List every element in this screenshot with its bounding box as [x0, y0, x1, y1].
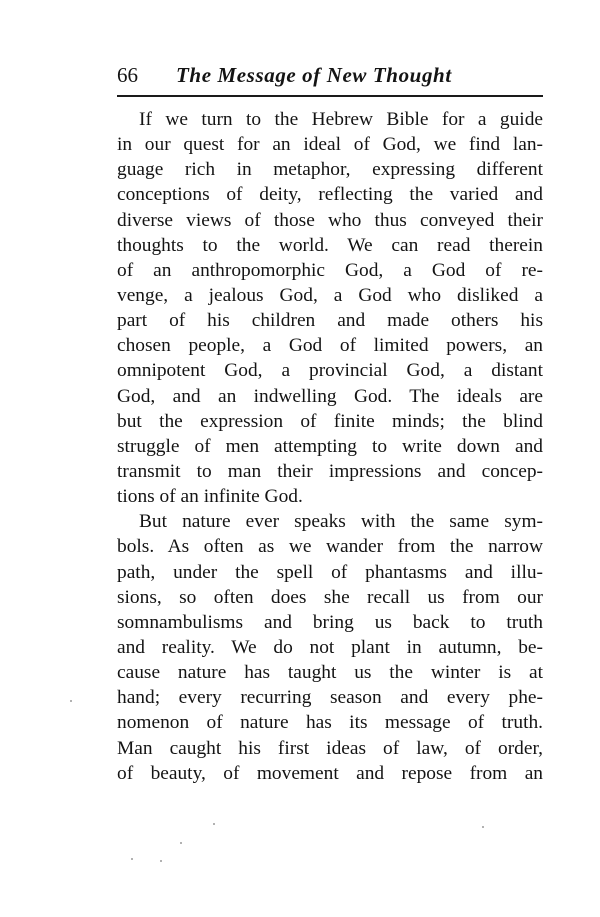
text-line: struggle of men attempting to write down and: [117, 435, 543, 457]
text-line: cause nature has taught us the winter is at: [117, 662, 543, 684]
header-rule: [117, 95, 543, 97]
text-line: Man caught his first ideas of law, of order,: [117, 737, 543, 759]
paragraph-1: [117, 107, 543, 509]
text-line: of beauty, of movement and repose from an: [117, 762, 543, 784]
text-line: part of his children and made others his: [117, 310, 543, 332]
text-line: guage rich in metaphor, expressing different: [117, 159, 543, 181]
text-line: somnambulisms and bring us back to truth: [117, 611, 543, 633]
text-line: hand; every recurring season and every phe-: [117, 687, 543, 709]
text-line: conceptions of deity, reflecting the varied and: [117, 184, 543, 206]
text-line: God, and an indwelling God. The ideals are: [117, 385, 543, 407]
scan-speck: [70, 700, 72, 702]
text-line: bols. As often as we wander from the narrow: [117, 536, 543, 558]
text-line: venge, a jealous God, a God who disliked a: [117, 284, 543, 306]
scan-speck: [213, 823, 215, 825]
text-line: thoughts to the world. We can read therein: [117, 234, 543, 256]
text-line: but the expression of finite minds; the blind: [117, 410, 543, 432]
running-header: [117, 62, 543, 92]
scan-speck: [131, 858, 133, 860]
page-number: 66: [117, 63, 138, 87]
running-title: The Message of New Thought: [176, 63, 452, 87]
text-line: path, under the spell of phantasms and illu-: [117, 561, 543, 583]
text-line: transmit to man their impressions and concep-: [117, 460, 543, 482]
text-line: diverse views of those who thus conveyed their: [117, 209, 543, 231]
text-line: chosen people, a God of limited powers, an: [117, 335, 543, 357]
body-text: [117, 107, 543, 786]
text-line: nomenon of nature has its message of truth.: [117, 712, 543, 734]
text-line: tions of an infinite God.: [117, 486, 303, 508]
text-line: omnipotent God, a provincial God, a distant: [117, 360, 543, 382]
paragraph-2: [117, 509, 543, 786]
text-line: If we turn to the Hebrew Bible for a guide: [139, 109, 543, 130]
text-line: and reality. We do not plant in autumn, be-: [117, 636, 543, 658]
text-line: But nature ever speaks with the same sym-: [139, 511, 543, 533]
scan-speck: [180, 842, 182, 844]
scan-speck: [160, 860, 162, 862]
text-line: of an anthropomorphic God, a God of re-: [117, 259, 543, 281]
text-line: in our quest for an ideal of God, we find lan-: [117, 134, 543, 156]
text-line: sions, so often does she recall us from our: [117, 586, 543, 608]
scan-speck: [482, 826, 484, 828]
